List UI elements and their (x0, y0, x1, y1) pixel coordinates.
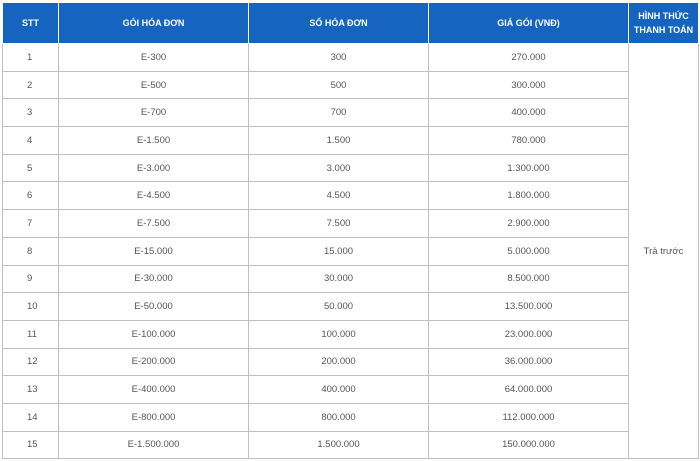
cell-stt: 14 (3, 403, 59, 431)
cell-invoice-count: 500 (249, 71, 429, 99)
cell-stt: 2 (3, 71, 59, 99)
cell-invoice-count: 7.500 (249, 210, 429, 238)
cell-stt: 15 (3, 431, 59, 459)
cell-stt: 6 (3, 182, 59, 210)
invoice-package-table (2, 2, 699, 459)
cell-stt: 5 (3, 154, 59, 182)
cell-price: 780.000 (429, 127, 629, 155)
table-row (3, 320, 699, 348)
header-payment-line2: THANH TOÁN (633, 25, 694, 35)
cell-package: E-100.000 (59, 320, 249, 348)
cell-stt: 1 (3, 44, 59, 72)
cell-price: 23.000.000 (429, 320, 629, 348)
cell-price: 112.000.000 (429, 403, 629, 431)
cell-stt: 9 (3, 265, 59, 293)
cell-stt: 12 (3, 348, 59, 376)
cell-stt: 11 (3, 320, 59, 348)
cell-price: 64.000.000 (429, 376, 629, 404)
cell-package: E-500 (59, 71, 249, 99)
header-package: GÓI HÓA ĐƠN (59, 3, 249, 44)
cell-stt: 13 (3, 376, 59, 404)
cell-stt: 3 (3, 99, 59, 127)
cell-package: E-15.000 (59, 237, 249, 265)
cell-package: E-200.000 (59, 348, 249, 376)
cell-stt: 7 (3, 210, 59, 238)
table-body (3, 44, 699, 459)
table-header-row (3, 3, 699, 44)
table-row (3, 348, 699, 376)
table-row (3, 431, 699, 459)
cell-price: 400.000 (429, 99, 629, 127)
table-row (3, 127, 699, 155)
table-row (3, 44, 699, 72)
cell-package: E-30.000 (59, 265, 249, 293)
cell-package: E-7.500 (59, 210, 249, 238)
cell-invoice-count: 300 (249, 44, 429, 72)
table-row (3, 99, 699, 127)
table-row (3, 182, 699, 210)
cell-invoice-count: 1.500.000 (249, 431, 429, 459)
cell-package: E-3.000 (59, 154, 249, 182)
cell-package: E-4.500 (59, 182, 249, 210)
cell-invoice-count: 700 (249, 99, 429, 127)
cell-invoice-count: 400.000 (249, 376, 429, 404)
pricing-table-container (2, 2, 699, 459)
cell-package: E-1.500 (59, 127, 249, 155)
cell-price: 150.000.000 (429, 431, 629, 459)
table-row (3, 154, 699, 182)
cell-package: E-300 (59, 44, 249, 72)
table-row (3, 237, 699, 265)
cell-invoice-count: 1.500 (249, 127, 429, 155)
header-payment-method (629, 3, 699, 44)
cell-price: 1.800.000 (429, 182, 629, 210)
cell-price: 8.500.000 (429, 265, 629, 293)
cell-invoice-count: 4.500 (249, 182, 429, 210)
header-invoice-count: SỐ HÓA ĐƠN (249, 3, 429, 44)
table-row (3, 376, 699, 404)
table-row (3, 210, 699, 238)
cell-invoice-count: 50.000 (249, 293, 429, 321)
cell-invoice-count: 800.000 (249, 403, 429, 431)
cell-price: 5.000.000 (429, 237, 629, 265)
cell-invoice-count: 100.000 (249, 320, 429, 348)
cell-package: E-50.000 (59, 293, 249, 321)
cell-invoice-count: 3.000 (249, 154, 429, 182)
cell-payment-method: Trả trước (629, 44, 699, 459)
cell-stt: 8 (3, 237, 59, 265)
table-row (3, 293, 699, 321)
cell-package: E-700 (59, 99, 249, 127)
cell-package: E-800.000 (59, 403, 249, 431)
cell-invoice-count: 200.000 (249, 348, 429, 376)
cell-invoice-count: 15.000 (249, 237, 429, 265)
cell-price: 270.000 (429, 44, 629, 72)
cell-price: 300.000 (429, 71, 629, 99)
cell-price: 36.000.000 (429, 348, 629, 376)
cell-package: E-400.000 (59, 376, 249, 404)
cell-package: E-1.500.000 (59, 431, 249, 459)
cell-price: 2.900.000 (429, 210, 629, 238)
table-row (3, 71, 699, 99)
header-stt: STT (3, 3, 59, 44)
header-payment-line1: HÌNH THỨC (638, 11, 689, 21)
cell-stt: 4 (3, 127, 59, 155)
header-price: GIÁ GÓI (VNĐ) (429, 3, 629, 44)
cell-invoice-count: 30.000 (249, 265, 429, 293)
table-row (3, 403, 699, 431)
cell-price: 13.500.000 (429, 293, 629, 321)
cell-stt: 10 (3, 293, 59, 321)
cell-price: 1.300.000 (429, 154, 629, 182)
table-row (3, 265, 699, 293)
